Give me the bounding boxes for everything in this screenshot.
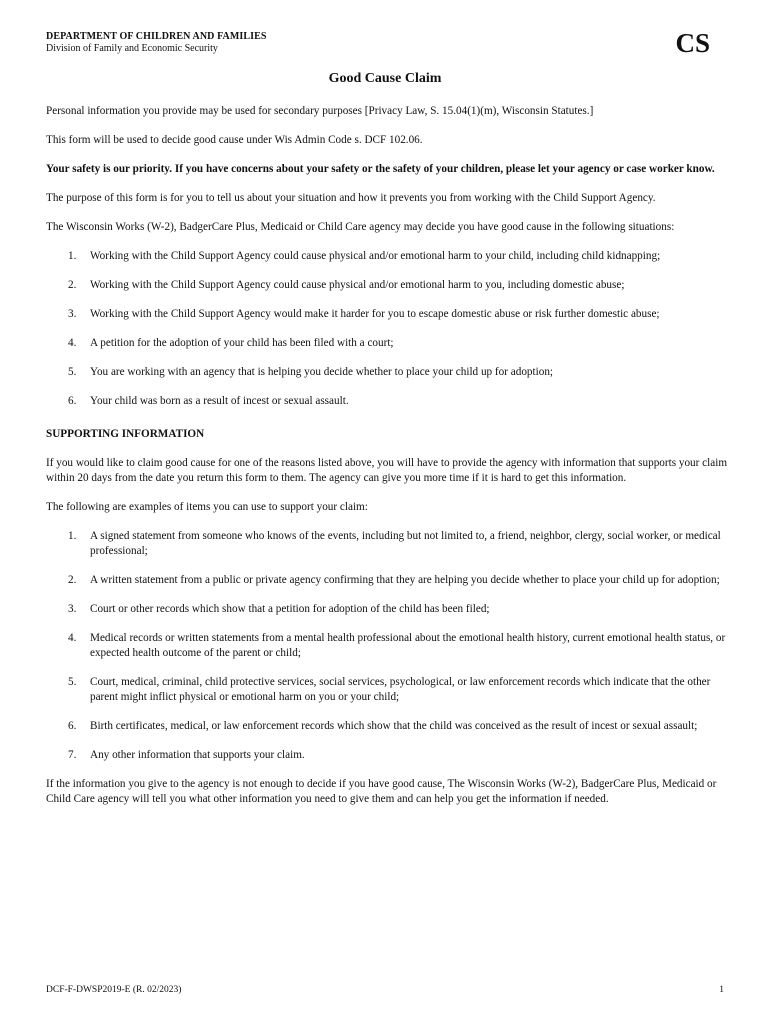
list-number: 3. — [68, 603, 77, 615]
examples-list — [46, 529, 730, 763]
list-number: 6. — [68, 720, 77, 732]
list-item — [46, 573, 730, 588]
list-number: 6. — [68, 395, 77, 407]
form-id: DCF-F-DWSP2019-E (R. 02/2023) — [46, 985, 182, 995]
list-text: Any other information that supports your claim. — [90, 749, 305, 761]
list-text: Working with the Child Support Agency would make it harder for you to escape domestic abuse or risk further domestic abuse; — [90, 308, 660, 320]
list-number: 7. — [68, 749, 77, 761]
situations-intro: The Wisconsin Works (W-2), BadgerCare Plus, Medicaid or Child Care agency may decide you have good cause in the following situations: — [46, 221, 675, 233]
list-item — [46, 719, 730, 734]
page-number: 1 — [719, 985, 724, 995]
list-item — [46, 365, 730, 380]
purpose-code: This form will be used to decide good cause under Wis Admin Code s. DCF 102.06. — [46, 134, 423, 146]
list-item — [46, 631, 730, 661]
list-item — [46, 336, 730, 351]
list-text: Working with the Child Support Agency could cause physical and/or emotional harm to your child, including child kidnapping; — [90, 250, 661, 262]
list-number: 1. — [68, 530, 77, 542]
list-number: 4. — [68, 632, 77, 644]
list-text: Working with the Child Support Agency could cause physical and/or emotional harm to you, including domestic abuse; — [90, 279, 625, 291]
list-number: 2. — [68, 279, 77, 291]
safety-notice: Your safety is our priority. If you have concerns about your safety or the safety of your children, please let your agency or case worker know. — [46, 163, 715, 175]
purpose-paragraph: The purpose of this form is for you to tell us about your situation and how it prevents you from working with the Child Support Agency. — [46, 192, 656, 204]
agency-header — [46, 31, 267, 55]
page-title: Good Cause Claim — [328, 71, 442, 86]
page-footer — [46, 985, 724, 995]
list-text: Birth certificates, medical, or law enforcement records which show that the child was conceived as the result of incest or sexual assault; — [90, 720, 698, 732]
list-item — [46, 675, 730, 705]
document-body — [46, 104, 730, 821]
list-number: 4. — [68, 337, 77, 349]
list-item — [46, 602, 730, 617]
list-item — [46, 748, 730, 763]
section-heading: SUPPORTING INFORMATION — [46, 428, 205, 440]
list-text: Court, medical, criminal, child protective services, social services, psychological, or law enforcement records which indicate that the other parent might inflict physical or emotional harm on you or your child; — [90, 676, 711, 703]
list-text: Court or other records which show that a petition for adoption of the child has been filed; — [90, 603, 490, 615]
department-name: DEPARTMENT OF CHILDREN AND FAMILIES — [46, 31, 267, 42]
closing-paragraph: If the information you give to the agency is not enough to decide if you have good cause, The Wisconsin Works (W-2), BadgerCare Plus, Medicaid or Child Care agency will tell you what other information you need to give them and can help you get the information if needed. — [46, 778, 717, 805]
supporting-paragraph: If you would like to claim good cause for one of the reasons listed above, you will have to provide the agency with information that supports your claim within 20 days from the date you return this form to them. The agency can give you more time if it is hard to get this information. — [46, 457, 728, 484]
list-item — [46, 249, 730, 264]
situations-list — [46, 249, 730, 409]
list-text: A signed statement from someone who knows of the events, including but not limited to, a friend, neighbor, clergy, social worker, or medical professional; — [90, 530, 721, 557]
list-text: A written statement from a public or private agency confirming that they are helping you decide whether to place your child up for adoption; — [90, 574, 720, 586]
list-item — [46, 529, 730, 559]
list-number: 5. — [68, 366, 77, 378]
list-text: A petition for the adoption of your child has been filed with a court; — [90, 337, 394, 349]
list-text: You are working with an agency that is helping you decide whether to place your child up for adoption; — [90, 366, 554, 378]
list-number: 5. — [68, 676, 77, 688]
division-name: Division of Family and Economic Security — [46, 43, 218, 54]
list-item — [46, 278, 730, 293]
list-text: Your child was born as a result of incest or sexual assault. — [90, 395, 349, 407]
privacy-notice: Personal information you provide may be used for secondary purposes [Privacy Law, S. 15.04(1)(m), Wisconsin Statutes.] — [46, 105, 594, 117]
list-number: 2. — [68, 574, 77, 586]
examples-intro: The following are examples of items you can use to support your claim: — [46, 501, 368, 513]
list-text: Medical records or written statements from a mental health professional about the emotional health history, current emotional health status, or expected health outcome of the parent or child; — [90, 632, 726, 659]
list-number: 1. — [68, 250, 77, 262]
list-item — [46, 394, 730, 409]
list-item — [46, 307, 730, 322]
list-number: 3. — [68, 308, 77, 320]
form-code: CS — [675, 28, 710, 58]
